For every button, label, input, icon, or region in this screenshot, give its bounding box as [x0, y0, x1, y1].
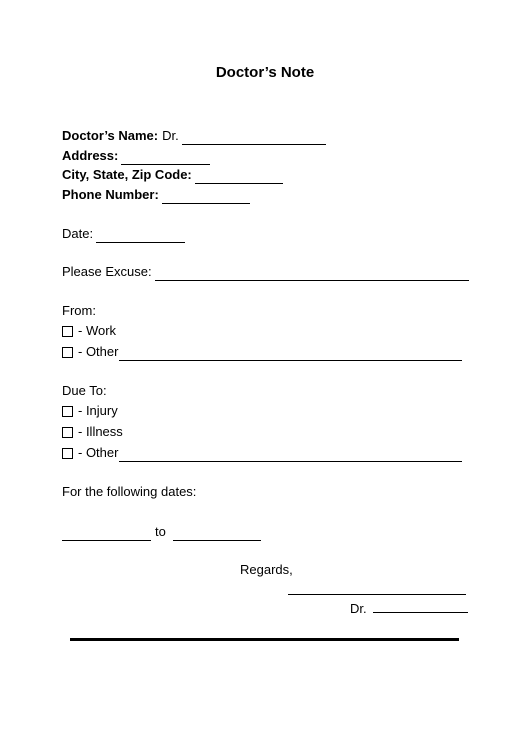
date-range-connector: to: [155, 524, 166, 539]
phone-number-row: [62, 186, 250, 204]
page-title: Doctor’s Note: [215, 64, 315, 81]
due-option-other: [62, 444, 462, 462]
from-heading-row: [62, 302, 96, 320]
phone-number-label: Phone Number:: [62, 187, 159, 202]
please-excuse-field[interactable]: [155, 267, 469, 281]
phone-number-field[interactable]: [162, 190, 250, 204]
dr-signoff-field[interactable]: [373, 599, 468, 613]
work-option-label: - Work: [78, 323, 117, 338]
city-state-zip-label: City, State, Zip Code:: [62, 167, 192, 182]
from-other-field[interactable]: [119, 347, 462, 361]
illness-checkbox[interactable]: [62, 427, 73, 438]
from-label: From:: [62, 303, 96, 318]
date-field[interactable]: [96, 229, 185, 243]
doctor-name-label: Doctor’s Name:: [62, 128, 159, 143]
due-option-illness: [62, 423, 123, 441]
from-other-checkbox[interactable]: [62, 347, 73, 358]
dr-signoff-row: [350, 599, 468, 617]
address-label: Address:: [62, 148, 119, 163]
address-row: [62, 147, 210, 165]
date-range-row: [62, 523, 261, 541]
illness-option-label: - Illness: [78, 424, 123, 439]
city-state-zip-field[interactable]: [195, 170, 283, 184]
doctor-name-prefix: Dr.: [162, 128, 179, 143]
from-other-option-label: - Other: [78, 344, 119, 359]
injury-checkbox[interactable]: [62, 406, 73, 417]
work-checkbox[interactable]: [62, 326, 73, 337]
regards-text: Regards,: [240, 562, 293, 577]
due-other-checkbox[interactable]: [62, 448, 73, 459]
doctor-name-field[interactable]: [182, 131, 326, 145]
bottom-rule: [70, 638, 459, 641]
address-field[interactable]: [121, 151, 210, 165]
following-dates-row: [62, 483, 196, 501]
due-other-field[interactable]: [119, 448, 462, 462]
doctor-name-row: [62, 127, 326, 145]
city-state-zip-row: [62, 166, 283, 184]
please-excuse-label: Please Excuse:: [62, 264, 152, 279]
please-excuse-row: [62, 263, 469, 281]
signature-row: [288, 579, 466, 597]
from-option-work: [62, 322, 116, 340]
from-option-other: [62, 343, 462, 361]
injury-option-label: - Injury: [78, 403, 118, 418]
date-label: Date:: [62, 226, 94, 241]
date-row: [62, 225, 185, 243]
due-to-label: Due To:: [62, 383, 107, 398]
start-date-field[interactable]: [62, 527, 151, 541]
following-dates-label: For the following dates:: [62, 484, 197, 499]
due-option-injury: [62, 402, 118, 420]
signature-field[interactable]: [288, 581, 466, 595]
due-to-heading-row: [62, 382, 107, 400]
end-date-field[interactable]: [173, 527, 261, 541]
dr-signoff-prefix: Dr.: [350, 601, 367, 616]
due-other-option-label: - Other: [78, 445, 119, 460]
